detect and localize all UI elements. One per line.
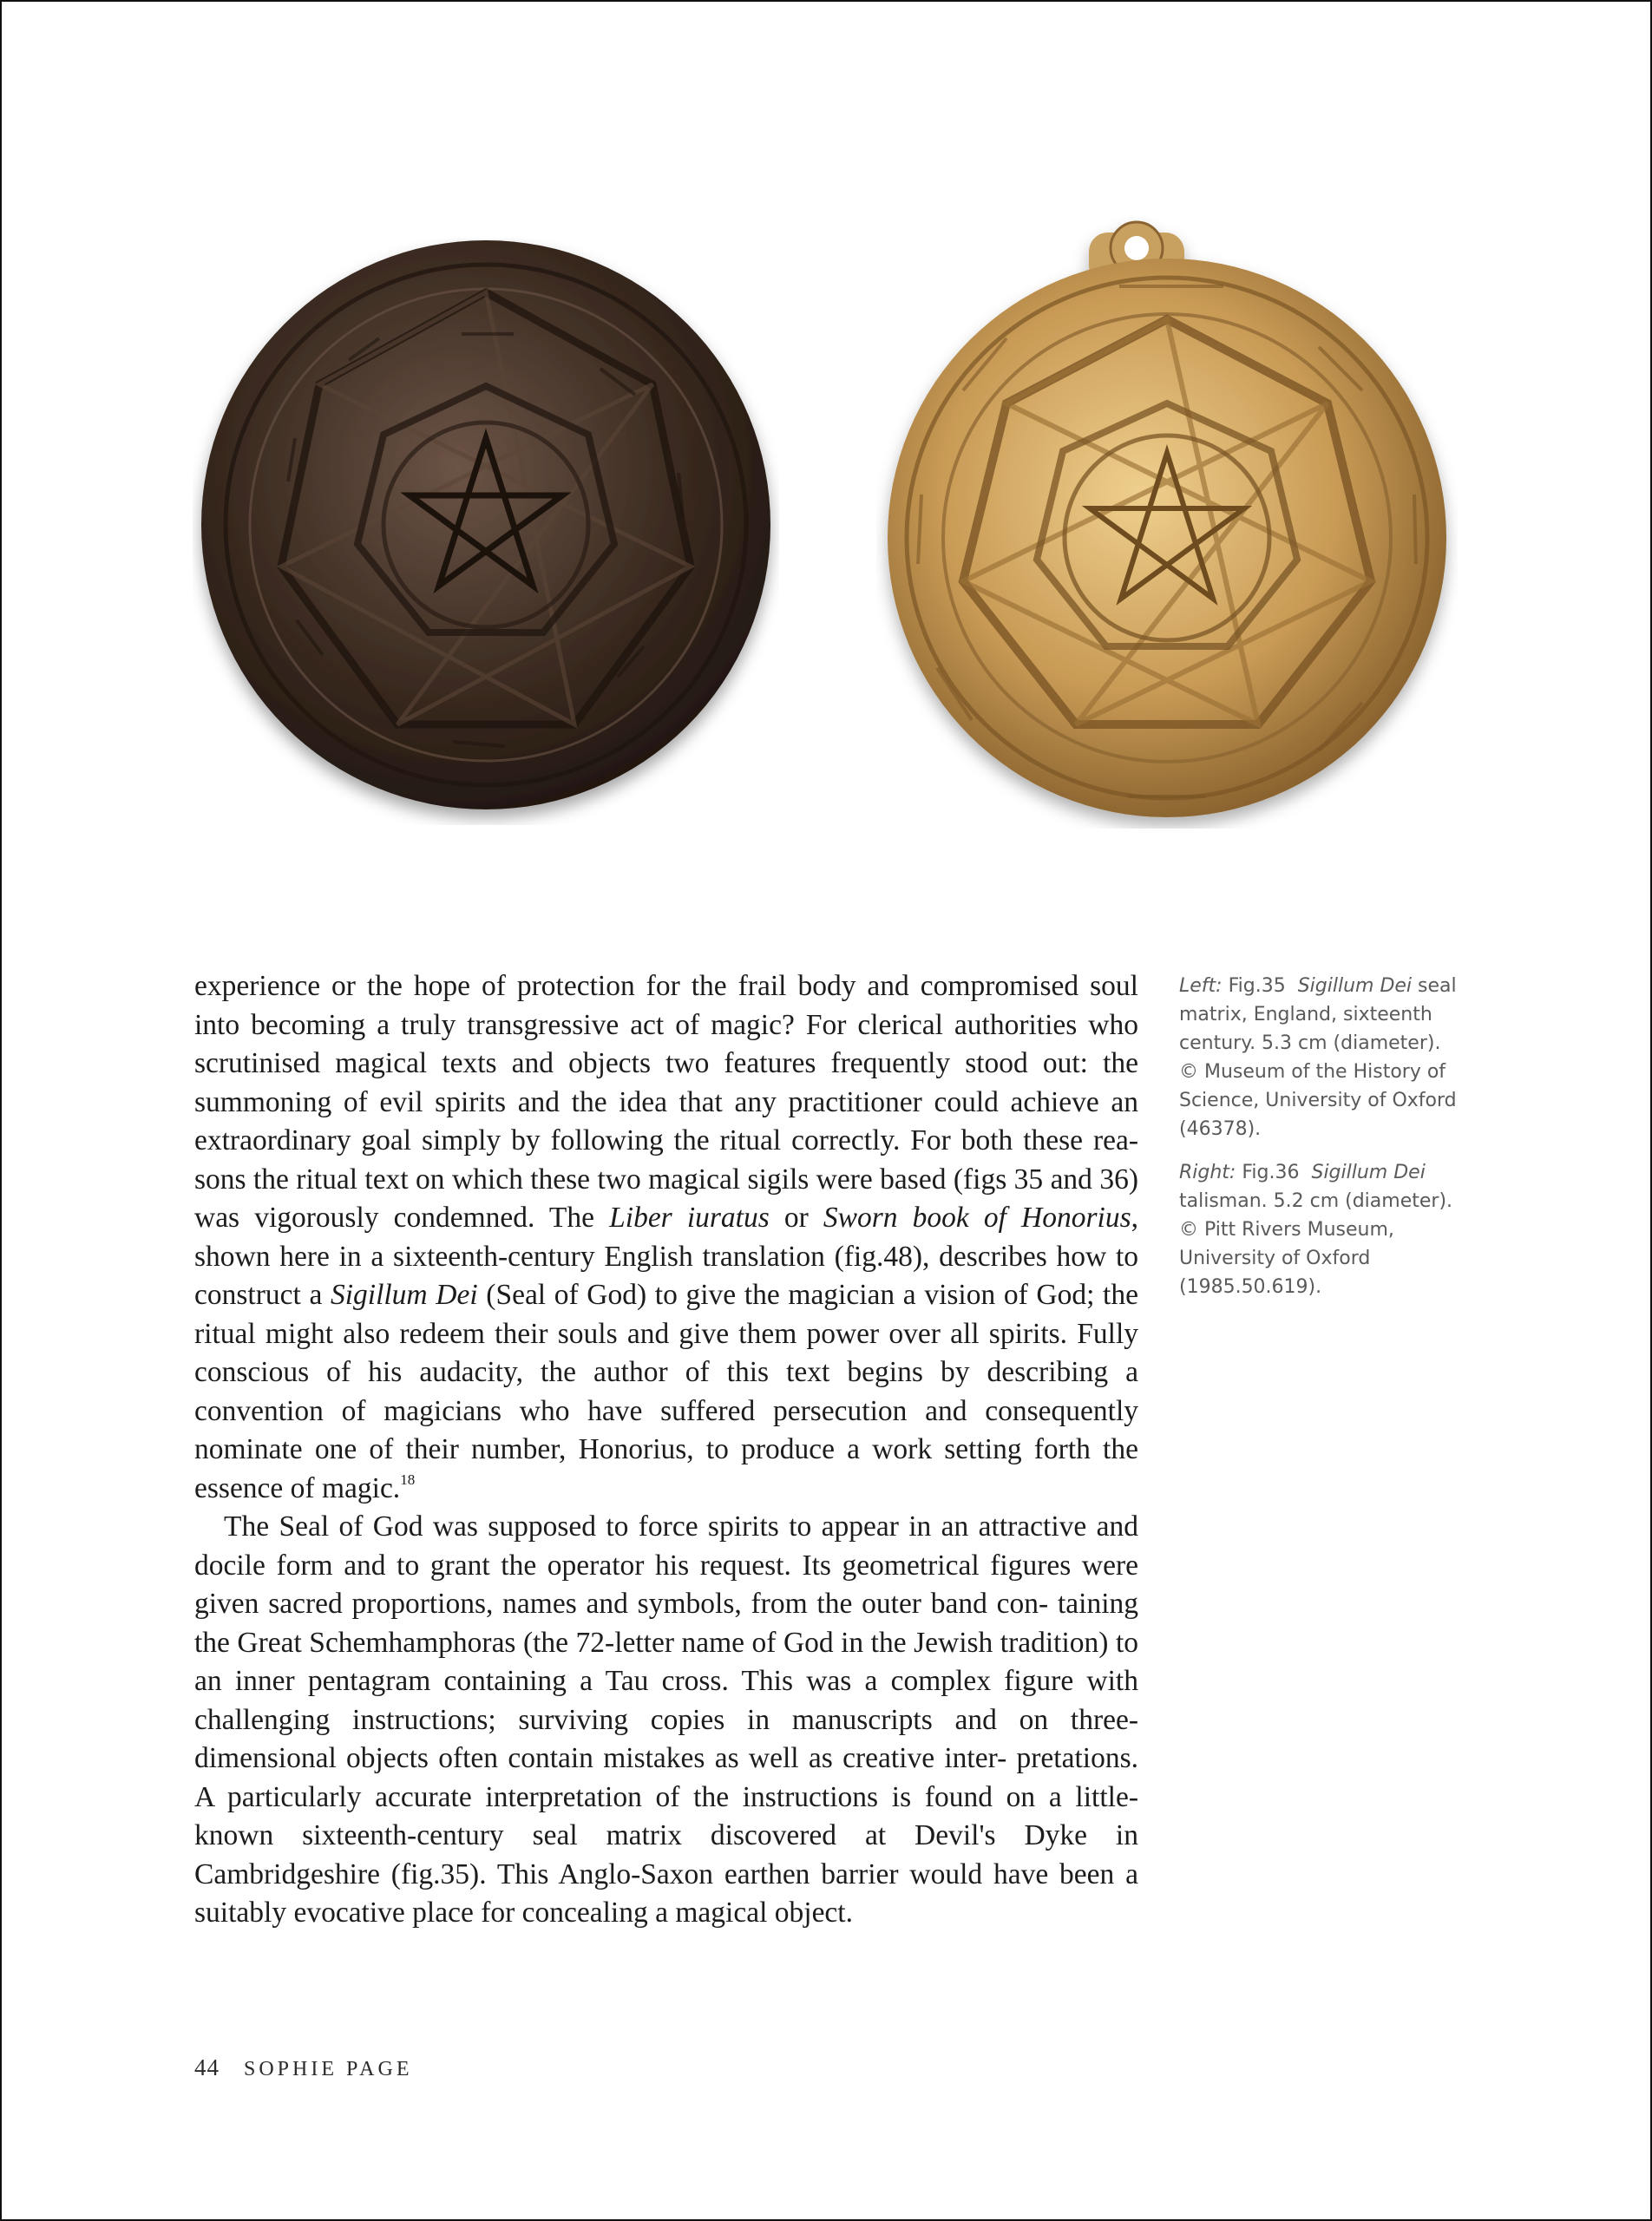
talisman-image xyxy=(876,217,1458,829)
caption-fig-35 xyxy=(1179,972,1465,1143)
term-sigillum-dei: Sigillum Dei xyxy=(330,1279,478,1311)
caption-text: talisman. 5.2 cm (diameter). © Pitt Rivers Museum, University of Oxford (1985.50.619). xyxy=(1179,1190,1453,1298)
body-paragraph-2: The Seal of God was supposed to force spirits to appear in an attractive and docile form and to grant the operator his request. Its geometrical figures were given sacred proportions, names and symbols, from the outer band con- taining the Great Schemhamphoras (the 72-letter name of God in the Jewish tradition) to an inner pentagram containing a Tau cross. This was a complex figure with challenging instructions; surviving copies in manuscripts and on three-dimensional objects often contain mistakes as well as creative inter- pretations. A particularly accurate interpretation of the instructions is found on a little-known sixteenth-century seal matrix discovered at Devil's Dyke in Cambridgeshire (fig.35). This Anglo-Saxon earthen barrier would have been a suitably evocative place for concealing a magical object. xyxy=(194,1510,1138,1929)
text-run: (Seal of God) to give the magician a vision of God; the ritual might also redeem their souls and give them power over all spirits. Fully conscious of his audacity, the author of this text begins by describing a convention of magicians who have suffered persecution and consequently nominate one of their number, Honorius, to produce a work setting forth the essence of magic. xyxy=(194,1279,1138,1504)
page-number: 44 xyxy=(194,2054,220,2080)
caption-fig-number: Fig.35 xyxy=(1228,975,1286,997)
caption-title: Sigillum Dei xyxy=(1311,1162,1426,1183)
book-title-sworn-book: Sworn book of Honorius xyxy=(823,1202,1131,1234)
footnote-marker: 18 xyxy=(400,1471,416,1488)
seal-matrix-image xyxy=(193,239,779,825)
caption-position-label: Right: xyxy=(1179,1162,1236,1183)
figure-captions xyxy=(1179,972,1465,1316)
caption-text: seal matrix, England, sixteenth century. 5.3 cm (diameter). © Museum of the History of Science, University of Oxford (46378). xyxy=(1179,975,1457,1140)
text-run: or xyxy=(769,1202,823,1234)
body-paragraph-1 xyxy=(194,967,1138,1508)
running-author: SOPHIE PAGE xyxy=(244,2058,413,2080)
caption-position-label: Left: xyxy=(1179,975,1223,997)
caption-fig-number: Fig.36 xyxy=(1242,1162,1300,1183)
book-title-liber-iuratus: Liber iuratus xyxy=(609,1202,770,1234)
body-text xyxy=(194,967,1138,1933)
page-footer xyxy=(194,2054,412,2081)
text-run: , shown here in a sixteenth-century English translation (fig.48), describes how to construct a xyxy=(194,1202,1139,1311)
caption-title: Sigillum Dei xyxy=(1297,975,1413,997)
caption-fig-36 xyxy=(1179,1158,1465,1301)
text-run: experience or the hope of protection for the frail body and compromised soul into becoming a truly transgressive act of magic? For clerical authorities who scrutinised magical texts and objects two features frequently stood out: the summoning of evil spirits and the idea that any practitioner could achieve an extraordinary goal simply by following the ritual correctly. For both these rea- sons the ritual text on which these two magical sigils were based (figs 35 and 36) was vigorously condemned. The xyxy=(194,970,1138,1234)
